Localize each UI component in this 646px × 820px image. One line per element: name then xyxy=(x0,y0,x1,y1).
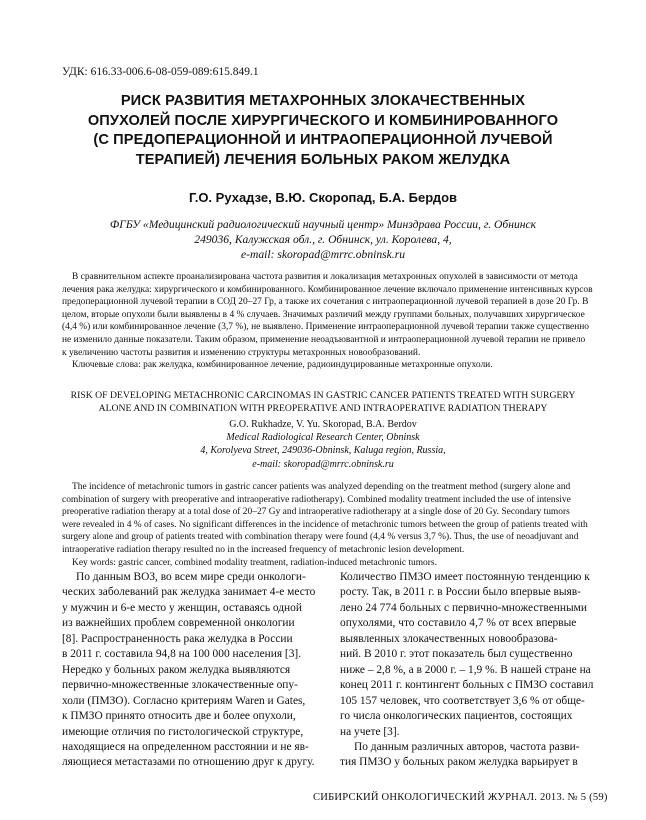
en-abstract-line: preoperative radiation therapy at a total dose of 20–27 Gy and intraoperative radiotherapy at a single dose of 20 Gy. Secondary tumors xyxy=(62,507,570,518)
body-column-right xyxy=(340,570,594,771)
title-line: РИСК РАЗВИТИЯ МЕТАХРОННЫХ ЗЛОКАЧЕСТВЕННЫХ xyxy=(120,93,526,109)
abstract-ru xyxy=(62,271,593,372)
en-abstract-line: The incidence of metachronic tumors in gastric cancer patients was analyzed depending on the treatment method (surgery alone and xyxy=(72,482,571,492)
title-line: ТЕРАПИЕЙ) ЛЕЧЕНИЯ БОЛЬНЫХ РАКОМ ЖЕЛУДКА xyxy=(135,151,511,168)
abstract-line: не изменило данные показатели. Таким образом, применение неоадъювантной и интраоперационной лучевой терапии не привело xyxy=(62,334,586,345)
body-line: из важнейших проблем современной онкологии xyxy=(62,617,295,630)
body-line: ний. В 2010 г. этот показатель был существенно xyxy=(340,648,573,661)
abstract-en xyxy=(62,481,586,569)
body-line: находящиеся на определенном расстоянии и не яв- xyxy=(62,740,309,753)
body-line: имеющие отличия по гистологической структуре, xyxy=(62,725,304,738)
abstract-line: лечения рака желудка: хирургического и комбинированного. Комбинированное лечение включало применение интенсивных курсов xyxy=(62,284,593,295)
title-line: (С ПРЕДОПЕРАЦИОННОЙ И ИНТРАОПЕРАЦИОННОЙ ЛУЧЕВОЙ xyxy=(93,132,553,148)
abstract-line: к увеличению частоты развития и изменению структуры метахронных новообразований. xyxy=(62,347,421,358)
en-affiliation-email: e-mail: skoropad@mrrc.obninsk.ru xyxy=(252,458,394,470)
en-title-line: ALONE AND IN COMBINATION WITH PREOPERATIVE AND INTRAOPERATIVE RADIATION THERAPY xyxy=(98,402,548,414)
body-line: конец 2011 г. контингент больных с ПМЗО составил xyxy=(340,679,594,692)
body-line: 105 157 человек, что соответствует 3,6 % от обще- xyxy=(340,694,585,707)
body-line: росту. Так, в 2011 г. в России было впервые выяв- xyxy=(340,586,581,599)
abstract-line: предоперационной лучевой терапии в СОД 20–27 Гр, а также их сочетания с интраоперационной лучевой терапией в дозе 20 Гр. В xyxy=(62,297,589,308)
body-line: холи (ПМЗО). Согласно критериям Waren и Gates, xyxy=(62,694,306,707)
body-line: у мужчин и 6-е место у женщин, оставаясь одной xyxy=(62,601,302,614)
body-line: ляющиеся метастазами по отношению друг к другу. xyxy=(62,756,315,769)
affiliation-email: e-mail: skoropad@mrrc.obninsk.ru xyxy=(240,248,406,261)
affiliation xyxy=(60,217,586,262)
en-abstract-line: were revealed in 4 % of cases. No significant differences in the incidence of metachronic tumors between the group of patients treated with xyxy=(62,519,588,530)
abstract-line: (4,4 %) или комбинированное лечение (3,7 %), не выявлено. Применение интраоперационной лучевой терапии также существенно xyxy=(62,322,590,333)
body-line: первично-множественные злокачественные опу- xyxy=(62,679,298,692)
article-title xyxy=(40,92,606,170)
english-title xyxy=(40,390,606,416)
body-column-left xyxy=(62,570,316,771)
en-affiliation-line: 4, Korolyeva Street, 249036-Obninsk, Kaluga region, Russia, xyxy=(200,445,446,457)
body-line: ческих заболеваний рак желудка занимает 4-е место xyxy=(62,586,316,599)
body-line: По данным различных авторов, частота разви- xyxy=(354,740,580,753)
en-abstract-line: surgery alone and group of patients treated with combination therapy were found (4,4 % versus 3,7 %). Thus, the use of neoadjuvant and xyxy=(62,532,579,543)
en-abstract-line: combination of surgery with preoperative and intraoperative radiotherapy). Combined modality treatment included the use of intensive xyxy=(62,494,571,505)
body-line: Нередко у больных раком желудка выявляются xyxy=(62,663,291,676)
body-line: тия ПМЗО у больных раком желудка варьирует в xyxy=(340,756,578,769)
abstract-line: В сравнительном аспекте проанализирована частота развития и локализация метахронных опухолей в зависимости от метода xyxy=(72,272,578,282)
body-line: лено 24 774 больных с первично-множественными xyxy=(340,601,587,614)
body-line: опухолями, что составило 4,7 % от всех впервые xyxy=(340,617,577,630)
body-line: в 2011 г. составила 94,8 на 100 000 населения [3]. xyxy=(62,648,302,661)
authors: Г.О. Рухадзе, В.Ю. Скоропад, Б.А. Бердов xyxy=(188,190,458,205)
affiliation-line: 249036, Калужская обл., г. Обнинск, ул. Королева, 4, xyxy=(194,233,452,246)
journal-footer: СИБИРСКИЙ ОНКОЛОГИЧЕСКИЙ ЖУРНАЛ. 2013. № 5 (59) xyxy=(313,792,608,803)
keywords-ru: Ключевые слова: рак желудка, комбинированное лечение, радиоиндуцированные метахронные опухоли. xyxy=(72,360,493,371)
english-affiliation xyxy=(0,431,646,471)
body-line: выявленных злокачественных новообразова- xyxy=(340,632,558,645)
body-line: [8]. Распространенность рака желудка в России xyxy=(62,632,293,645)
en-abstract-line: intraoperative radiation therapy resulted no in the increased frequency of metachronic lesion development. xyxy=(62,544,465,555)
en-affiliation-line: Medical Radiological Research Center, Obninsk xyxy=(226,432,420,443)
body-line: го числа онкологических пациентов, состоящих xyxy=(340,710,573,723)
body-line: По данным ВОЗ, во всем мире среди онкологи- xyxy=(76,571,306,583)
english-authors: G.O. Rukhadze, V. Yu. Skoropad, B.A. Berdov xyxy=(229,419,417,430)
body-line: Количество ПМЗО имеет постоянную тенденцию к xyxy=(340,571,590,583)
affiliation-line: ФГБУ «Медицинский радиологический научный центр» Минздрава России, г. Обнинск xyxy=(109,218,537,231)
body-line: ниже – 2,8 %, а в 2000 г. – 1,9 %. В нашей стране на xyxy=(340,663,591,676)
keywords-en: Key words: gastric cancer, combined modality treatment, radiation-induced metachronic tumors. xyxy=(72,557,437,568)
title-line: ОПУХОЛЕЙ ПОСЛЕ ХИРУРГИЧЕСКОГО И КОМБИНИРОВАННОГО xyxy=(87,112,559,129)
udk-code: УДК: 616.33-006.6-08-059-089:615.849.1 xyxy=(62,66,259,78)
body-line: к ПМЗО принято относить две и более опухоли, xyxy=(62,710,296,723)
en-title-line: RISK OF DEVELOPING METACHRONIC CARCINOMAS IN GASTRIC CANCER PATIENTS TREATED WITH SURGERY xyxy=(70,390,576,401)
abstract-line: целом, вторые опухоли были выявлены в 4 % случаев. Значимых различий между группами больных, получавших хирургическое xyxy=(62,309,585,320)
body-line: на учете [3]. xyxy=(340,725,400,738)
